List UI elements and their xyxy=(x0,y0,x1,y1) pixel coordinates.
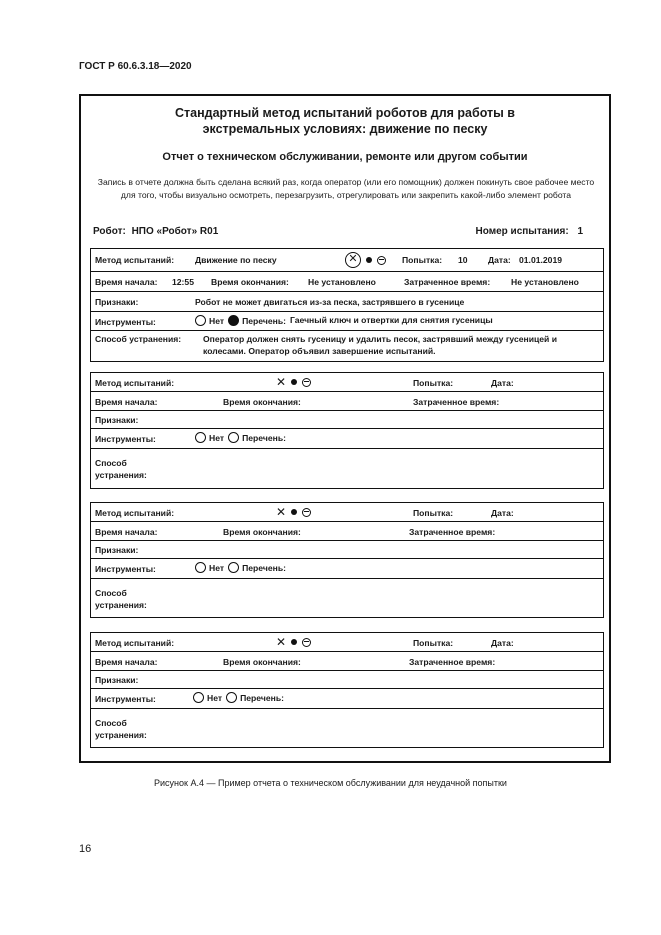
minus-circle-icon xyxy=(377,256,386,265)
dot-icon xyxy=(291,379,297,385)
tools-list-radio[interactable] xyxy=(228,315,239,326)
tools-row xyxy=(91,312,603,331)
minus-circle-icon xyxy=(302,638,311,647)
spent-time-label: Затраченное время: xyxy=(409,527,496,537)
tools-options xyxy=(195,315,493,326)
attempt-label: Попытка: xyxy=(413,378,454,388)
failure-x-icon: ✕ xyxy=(276,505,287,519)
date-label: Дата: xyxy=(488,255,511,265)
end-time-label: Время окончания: xyxy=(223,527,301,537)
fix-label: Способ устранения: xyxy=(95,458,147,480)
fix-row xyxy=(91,331,603,361)
page-number: 16 xyxy=(79,843,92,855)
tools-label: Инструменты: xyxy=(95,434,156,444)
fix-row xyxy=(91,449,603,488)
method-value: Движение по песку xyxy=(195,255,277,265)
attempt-label: Попытка: xyxy=(413,508,454,518)
event-block-filled xyxy=(90,248,604,362)
attempt-value: 10 xyxy=(458,255,468,265)
result-marks xyxy=(276,506,311,518)
date-label: Дата: xyxy=(491,638,514,648)
start-time-value: 12:55 xyxy=(172,277,194,287)
tools-list-radio[interactable] xyxy=(228,562,239,573)
tools-row xyxy=(91,559,603,579)
event-block-empty-3 xyxy=(90,632,604,748)
tools-no-label: Нет xyxy=(209,432,225,443)
fix-row xyxy=(91,709,603,747)
tools-options xyxy=(195,432,290,443)
robot-field xyxy=(93,226,218,237)
tools-list-label: Перечень: xyxy=(240,692,284,703)
end-time-value: Не установлено xyxy=(308,277,376,287)
figure-caption: Рисунок А.4 — Пример отчета о техническом обслуживании для неудачной попытки xyxy=(154,778,507,788)
tools-list-label: Перечень: xyxy=(242,432,286,443)
tools-no-radio[interactable] xyxy=(195,562,206,573)
start-time-label: Время начала: xyxy=(95,657,158,667)
symptom-row xyxy=(91,541,603,559)
method-row xyxy=(91,249,603,272)
tools-no-label: Нет xyxy=(207,692,223,703)
tools-no-radio[interactable] xyxy=(195,315,206,326)
report-form xyxy=(79,94,611,763)
failure-x-icon: ✕ xyxy=(276,635,287,649)
result-marks xyxy=(276,636,311,648)
symptom-row xyxy=(91,411,603,429)
date-label: Дата: xyxy=(491,378,514,388)
attempt-label: Попытка: xyxy=(413,638,454,648)
dot-icon xyxy=(291,639,297,645)
symptom-label: Признаки: xyxy=(95,675,139,685)
spent-time-label: Затраченное время: xyxy=(413,397,500,407)
tools-row xyxy=(91,689,603,709)
report-title: Стандартный метод испытаний роботов для работы в экстремальных условиях: движение по песку xyxy=(174,106,515,136)
time-row xyxy=(91,652,603,671)
end-time-label: Время окончания: xyxy=(223,657,301,667)
spent-time-label: Затраченное время: xyxy=(409,657,496,667)
fix-value: Оператор должен снять гусеницу и удалить песок, застрявший между гусеницей и колесами. Оператор объявил завершение испытаний. xyxy=(203,334,558,356)
trial-number-value: 1 xyxy=(577,226,583,237)
tools-list-radio[interactable] xyxy=(226,692,237,703)
symptom-row xyxy=(91,671,603,689)
document-code: ГОСТ Р 60.6.3.18—2020 xyxy=(79,61,192,72)
tools-no-label: Нет xyxy=(209,315,225,326)
tools-label: Инструменты: xyxy=(95,317,156,327)
report-note: Запись в отчете должна быть сделана всякий раз, когда оператор (или его помощник) должен покинуть свое рабочее место для того, чтобы визуально осмотреть, перезагрузить, отрегулировать или закрепить какой-либо элемент робота xyxy=(97,177,595,200)
method-row xyxy=(91,503,603,522)
tools-options xyxy=(193,692,288,703)
event-block-empty-2 xyxy=(90,502,604,618)
fix-label: Способ устранения: xyxy=(95,334,182,344)
result-marks xyxy=(276,376,311,388)
end-time-label: Время окончания: xyxy=(211,277,289,287)
date-value: 01.01.2019 xyxy=(519,255,563,265)
end-time-label: Время окончания: xyxy=(223,397,301,407)
symptom-value: Робот не может двигаться из-за песка, застрявшего в гусенице xyxy=(195,297,465,307)
time-row xyxy=(91,392,603,411)
tools-label: Инструменты: xyxy=(95,694,156,704)
trial-number-field xyxy=(476,226,584,237)
tools-list-label: Перечень: xyxy=(242,315,286,326)
tools-no-radio[interactable] xyxy=(195,432,206,443)
time-row xyxy=(91,272,603,292)
spent-time-value: Не установлено xyxy=(511,277,579,287)
tools-list-value: Гаечный ключ и отвертки для снятия гусеницы xyxy=(289,315,493,325)
tools-label: Инструменты: xyxy=(95,564,156,574)
fix-row xyxy=(91,579,603,617)
failure-x-icon: ✕ xyxy=(276,375,287,389)
fix-label: Способ устранения: xyxy=(95,718,147,740)
tools-options xyxy=(195,562,290,573)
trial-number-label: Номер испытания: xyxy=(475,226,569,237)
tools-no-label: Нет xyxy=(209,562,225,573)
symptom-label: Признаки: xyxy=(95,545,139,555)
time-row xyxy=(91,522,603,541)
report-subtitle: Отчет о техническом обслуживании, ремонте или другом событии xyxy=(162,151,528,163)
symptom-label: Признаки: xyxy=(95,415,139,425)
robot-label: Робот: xyxy=(93,226,126,237)
symptom-row xyxy=(91,292,603,312)
event-block-empty-1 xyxy=(90,372,604,489)
date-label: Дата: xyxy=(491,508,514,518)
method-row xyxy=(91,373,603,392)
method-row xyxy=(91,633,603,652)
symptom-label: Признаки: xyxy=(95,297,139,307)
start-time-label: Время начала: xyxy=(95,277,158,287)
robot-value: НПО «Робот» R01 xyxy=(131,226,219,237)
failure-circled-x-icon: ✕ xyxy=(345,252,361,268)
tools-row xyxy=(91,429,603,449)
method-label: Метод испытаний: xyxy=(95,508,175,518)
start-time-label: Время начала: xyxy=(95,527,158,537)
tools-list-radio[interactable] xyxy=(228,432,239,443)
tools-no-radio[interactable] xyxy=(193,692,204,703)
method-label: Метод испытаний: xyxy=(95,378,175,388)
minus-circle-icon xyxy=(302,508,311,517)
fix-label: Способ устранения: xyxy=(95,588,147,610)
start-time-label: Время начала: xyxy=(95,397,158,407)
method-label: Метод испытаний: xyxy=(95,255,175,265)
result-marks xyxy=(345,252,386,268)
attempt-label: Попытка: xyxy=(402,255,443,265)
method-label: Метод испытаний: xyxy=(95,638,175,648)
tools-list-label: Перечень: xyxy=(242,562,286,573)
spent-time-label: Затраченное время: xyxy=(404,277,491,287)
minus-circle-icon xyxy=(302,378,311,387)
dot-icon xyxy=(366,257,372,263)
dot-icon xyxy=(291,509,297,515)
